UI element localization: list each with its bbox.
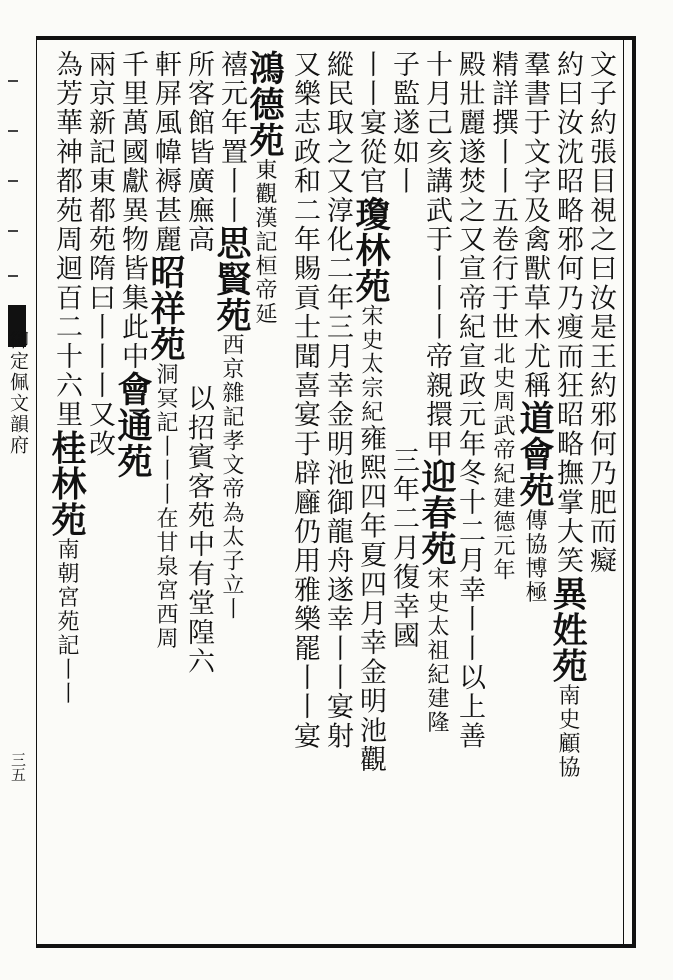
annotation: 傳協博極 [522,508,547,605]
text-column [385,50,421,930]
text-run: 文子約張目視之曰汝是王約邪何乃肥而癡 [585,50,616,576]
gutter-rule [36,36,37,944]
right-border-rule [632,36,636,944]
annotation: 西京雜記孝文帝為太子立丨 [219,333,244,622]
text-run: 千里萬國獻異物皆集此中 [117,50,148,372]
text-run: 約曰汝沈昭略邪何乃瘦而狂昭略撫掌大笑 [552,50,583,576]
text-run: 雍熙四年夏四月幸金明池觀 [355,424,386,775]
text-column [514,50,555,930]
book-title: 御定佩文韻府 [7,330,29,456]
text-column [582,50,618,930]
page-number: 三五 [9,752,27,782]
text-column [145,50,186,930]
gutter-mark [8,130,18,132]
entry-heading: 鴻德苑 [244,50,285,158]
text-run: 禧元年置丨丨 [216,50,247,226]
text-run: 所客館皆廣廡高 [183,50,214,255]
text-run: 羣書于文字及禽獸草木尤稱 [519,50,550,401]
text-run: 十二月幸丨丨以上善 [454,488,485,751]
text-run: 以招賓客苑中有堂隍六 [183,384,214,677]
entry-heading: 道會苑 [514,400,555,509]
text-run: 三年二月復幸國 [388,446,419,651]
text-run: 軒屏風幃褥甚麗 [150,50,181,255]
text-run: 丨丨宴從官 [355,50,386,196]
text-run: 又樂志政和二年賜貢士聞喜宴于辟廱仍用雅樂罷丨丨宴 [289,50,320,751]
text-column [416,50,457,930]
entry-heading: 會通苑 [112,371,153,480]
annotation: 北史周武帝紀建德元年 [490,342,515,582]
text-column [211,50,252,930]
annotation: 宋史太祖紀建隆 [424,566,449,735]
entry-heading: 昭祥苑 [145,254,186,363]
right-inner-rule [623,36,624,944]
gutter-mark [8,275,18,277]
text-run: 縱民取之又淳化二年三月幸金明池御龍舟遂幸丨丨宴射 [322,50,353,751]
entry-heading: 迎春苑 [416,458,457,567]
annotation: 東觀漢記桓帝延 [252,158,277,326]
text-column [319,50,355,930]
text-column [286,50,322,930]
text-column [112,50,153,930]
text-run: 殿壯麗遂焚之又宣帝紀宣政元年冬 [454,50,485,488]
entry-heading: 思賢苑 [211,225,252,334]
annotation: 宋史太宗紀 [358,304,383,424]
entry-heading: 瓊林苑 [350,196,391,304]
gutter-mark [8,80,18,82]
text-run [355,420,386,887]
entry-heading: 異姓苑 [547,575,588,684]
page-gutter [0,60,36,920]
text-run: 子監遂如丨 [388,50,419,196]
entry-heading: 桂林苑 [46,429,87,538]
annotation: 南史顧協 [555,683,580,780]
annotation: 南朝宮苑記丨丨 [54,537,79,706]
text-run: 為芳華神都苑周迴百二十六里 [51,50,82,430]
text-column [244,50,285,930]
text-column [484,50,520,930]
text-run: 十月己亥講武于丨丨丨帝親擐甲 [421,50,452,459]
text-run: 精詳撰丨丨五卷行于世 [487,50,518,342]
gutter-mark [8,180,18,182]
text-column [180,50,216,930]
gutter-mark [8,230,18,232]
annotation: 洞冥記丨丨丨在甘泉宮西周 [153,362,178,651]
text-run [51,640,82,874]
text-run: 兩京新記東都苑隋曰丨丨丨又改 [84,50,115,459]
